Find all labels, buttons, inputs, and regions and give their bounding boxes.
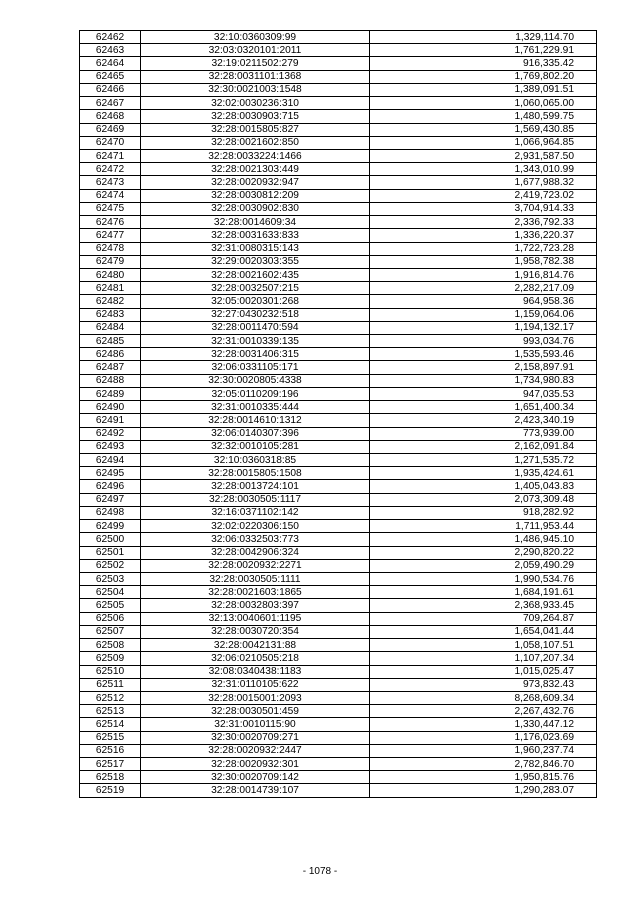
cadastral-number-cell: 32:28:0020932:2271 xyxy=(141,559,370,572)
row-number-cell: 62479 xyxy=(80,255,141,268)
table-row xyxy=(80,401,597,414)
table-row xyxy=(80,255,597,268)
cadastral-number-cell: 32:05:0020301:268 xyxy=(141,295,370,308)
cadastral-value-cell: 1,389,091.51 xyxy=(370,83,597,96)
row-number-cell: 62469 xyxy=(80,123,141,136)
cadastral-number-cell: 32:28:0030505:1111 xyxy=(141,572,370,585)
cadastral-value-cell: 2,282,217.09 xyxy=(370,282,597,295)
page-number: - 1078 - xyxy=(302,866,338,877)
row-number-cell: 62488 xyxy=(80,374,141,387)
cadastral-value-cell: 1,677,988.32 xyxy=(370,176,597,189)
cadastral-value-cell: 3,704,914.33 xyxy=(370,202,597,215)
cadastral-number-cell: 32:30:0021003:1548 xyxy=(141,83,370,96)
cadastral-number-cell: 32:28:0021303:449 xyxy=(141,163,370,176)
table-row xyxy=(80,31,597,44)
cadastral-value-cell: 1,535,593.46 xyxy=(370,348,597,361)
cadastral-value-cell: 2,782,846.70 xyxy=(370,758,597,771)
row-number-cell: 62511 xyxy=(80,678,141,691)
cadastral-value-cell: 2,931,587.50 xyxy=(370,149,597,162)
cadastral-number-cell: 32:28:0031633:833 xyxy=(141,229,370,242)
cadastral-value-cell: 1,107,207.34 xyxy=(370,652,597,665)
cadastral-value-cell: 1,651,400.34 xyxy=(370,401,597,414)
cadastral-number-cell: 32:28:0015001:2093 xyxy=(141,691,370,704)
table-body xyxy=(80,31,597,798)
row-number-cell: 62497 xyxy=(80,493,141,506)
cadastral-number-cell: 32:10:0360309:99 xyxy=(141,31,370,44)
table-row xyxy=(80,387,597,400)
cadastral-value-cell: 1,330,447.12 xyxy=(370,718,597,731)
row-number-cell: 62468 xyxy=(80,110,141,123)
cadastral-number-cell: 32:28:0030505:1117 xyxy=(141,493,370,506)
cadastral-value-cell: 1,159,064.06 xyxy=(370,308,597,321)
row-number-cell: 62484 xyxy=(80,321,141,334)
cadastral-value-cell: 2,368,933.45 xyxy=(370,599,597,612)
row-number-cell: 62464 xyxy=(80,57,141,70)
cadastral-number-cell: 32:28:0011470:594 xyxy=(141,321,370,334)
table-row xyxy=(80,97,597,110)
cadastral-value-cell: 2,267,432.76 xyxy=(370,705,597,718)
table-row xyxy=(80,57,597,70)
cadastral-number-cell: 32:31:0080315:143 xyxy=(141,242,370,255)
row-number-cell: 62491 xyxy=(80,414,141,427)
row-number-cell: 62496 xyxy=(80,480,141,493)
row-number-cell: 62503 xyxy=(80,572,141,585)
row-number-cell: 62508 xyxy=(80,639,141,652)
row-number-cell: 62518 xyxy=(80,771,141,784)
table-row xyxy=(80,506,597,519)
row-number-cell: 62501 xyxy=(80,546,141,559)
row-number-cell: 62500 xyxy=(80,533,141,546)
row-number-cell: 62475 xyxy=(80,202,141,215)
table-row xyxy=(80,335,597,348)
cadastral-value-cell: 1,734,980.83 xyxy=(370,374,597,387)
row-number-cell: 62474 xyxy=(80,189,141,202)
row-number-cell: 62507 xyxy=(80,625,141,638)
cadastral-value-cell: 1,405,043.83 xyxy=(370,480,597,493)
row-number-cell: 62463 xyxy=(80,44,141,57)
cadastral-value-cell: 2,423,340.19 xyxy=(370,414,597,427)
row-number-cell: 62486 xyxy=(80,348,141,361)
table-row xyxy=(80,731,597,744)
cadastral-number-cell: 32:28:0021603:1865 xyxy=(141,586,370,599)
table-row xyxy=(80,202,597,215)
row-number-cell: 62502 xyxy=(80,559,141,572)
table-row xyxy=(80,652,597,665)
cadastral-number-cell: 32:31:0010335:444 xyxy=(141,401,370,414)
row-number-cell: 62514 xyxy=(80,718,141,731)
row-number-cell: 62473 xyxy=(80,176,141,189)
row-number-cell: 62512 xyxy=(80,691,141,704)
cadastral-number-cell: 32:06:0331105:171 xyxy=(141,361,370,374)
cadastral-number-cell: 32:02:0030236:310 xyxy=(141,97,370,110)
cadastral-value-cell: 1,761,229.91 xyxy=(370,44,597,57)
cadastral-value-cell: 8,268,609.34 xyxy=(370,691,597,704)
cadastral-value-cell: 993,034.76 xyxy=(370,335,597,348)
cadastral-value-cell: 1,654,041.44 xyxy=(370,625,597,638)
row-number-cell: 62492 xyxy=(80,427,141,440)
row-number-cell: 62466 xyxy=(80,83,141,96)
cadastral-value-cell: 1,329,114.70 xyxy=(370,31,597,44)
table-row xyxy=(80,216,597,229)
cadastral-number-cell: 32:28:0032803:397 xyxy=(141,599,370,612)
cadastral-value-cell: 1,336,220.37 xyxy=(370,229,597,242)
table-row xyxy=(80,639,597,652)
row-number-cell: 62498 xyxy=(80,506,141,519)
cadastral-number-cell: 32:08:0340438:1183 xyxy=(141,665,370,678)
table-row xyxy=(80,480,597,493)
cadastral-value-cell: 947,035.53 xyxy=(370,387,597,400)
cadastral-value-cell: 1,569,430.85 xyxy=(370,123,597,136)
table-row xyxy=(80,572,597,585)
table-row xyxy=(80,361,597,374)
cadastral-number-cell: 32:28:0020932:2447 xyxy=(141,744,370,757)
cadastral-number-cell: 32:31:0010339:135 xyxy=(141,335,370,348)
cadastral-value-cell: 1,950,815.76 xyxy=(370,771,597,784)
table-row xyxy=(80,295,597,308)
cadastral-value-cell: 773,939.00 xyxy=(370,427,597,440)
cadastral-number-cell: 32:28:0042906:324 xyxy=(141,546,370,559)
cadastral-value-cell: 1,769,802.20 xyxy=(370,70,597,83)
cadastral-number-cell: 32:28:0014609:34 xyxy=(141,216,370,229)
cadastral-number-cell: 32:28:0030903:715 xyxy=(141,110,370,123)
cadastral-number-cell: 32:16:0371102:142 xyxy=(141,506,370,519)
table-row xyxy=(80,758,597,771)
row-number-cell: 62509 xyxy=(80,652,141,665)
cadastral-value-cell: 1,066,964.85 xyxy=(370,136,597,149)
table-row xyxy=(80,268,597,281)
cadastral-value-table xyxy=(79,30,597,798)
cadastral-number-cell: 32:06:0332503:773 xyxy=(141,533,370,546)
table-row xyxy=(80,718,597,731)
table-row xyxy=(80,625,597,638)
table-row xyxy=(80,454,597,467)
cadastral-number-cell: 32:30:0020709:142 xyxy=(141,771,370,784)
cadastral-value-cell: 964,958.36 xyxy=(370,295,597,308)
row-number-cell: 62467 xyxy=(80,97,141,110)
row-number-cell: 62504 xyxy=(80,586,141,599)
cadastral-number-cell: 32:28:0031406:315 xyxy=(141,348,370,361)
cadastral-value-cell: 2,290,820.22 xyxy=(370,546,597,559)
table-row xyxy=(80,70,597,83)
table-row xyxy=(80,44,597,57)
table-row xyxy=(80,163,597,176)
table-row xyxy=(80,771,597,784)
table-row xyxy=(80,348,597,361)
row-number-cell: 62513 xyxy=(80,705,141,718)
row-number-cell: 62482 xyxy=(80,295,141,308)
cadastral-value-cell: 1,015,025.47 xyxy=(370,665,597,678)
table-row xyxy=(80,83,597,96)
cadastral-value-cell: 2,162,091.84 xyxy=(370,440,597,453)
row-number-cell: 62480 xyxy=(80,268,141,281)
cadastral-number-cell: 32:31:0010115:90 xyxy=(141,718,370,731)
table-row xyxy=(80,691,597,704)
row-number-cell: 62517 xyxy=(80,758,141,771)
cadastral-number-cell: 32:28:0020932:301 xyxy=(141,758,370,771)
cadastral-value-cell: 1,486,945.10 xyxy=(370,533,597,546)
table-row xyxy=(80,321,597,334)
cadastral-value-cell: 1,916,814.76 xyxy=(370,268,597,281)
table-row xyxy=(80,520,597,533)
cadastral-value-cell: 2,336,792.33 xyxy=(370,216,597,229)
cadastral-value-cell: 1,343,010.99 xyxy=(370,163,597,176)
table-row xyxy=(80,427,597,440)
table-row xyxy=(80,123,597,136)
cadastral-value-cell: 918,282.92 xyxy=(370,506,597,519)
table-row xyxy=(80,533,597,546)
cadastral-value-cell: 973,832.43 xyxy=(370,678,597,691)
row-number-cell: 62519 xyxy=(80,784,141,797)
cadastral-value-cell: 1,271,535.72 xyxy=(370,454,597,467)
cadastral-number-cell: 32:28:0014610:1312 xyxy=(141,414,370,427)
cadastral-number-cell: 32:32:0010105:281 xyxy=(141,440,370,453)
cadastral-value-cell: 1,935,424.61 xyxy=(370,467,597,480)
row-number-cell: 62462 xyxy=(80,31,141,44)
table-row xyxy=(80,229,597,242)
table-row xyxy=(80,559,597,572)
cadastral-value-cell: 1,711,953.44 xyxy=(370,520,597,533)
table-row xyxy=(80,136,597,149)
row-number-cell: 62478 xyxy=(80,242,141,255)
table-row xyxy=(80,612,597,625)
cadastral-number-cell: 32:28:0042131:88 xyxy=(141,639,370,652)
table-row xyxy=(80,149,597,162)
cadastral-number-cell: 32:05:0110209:196 xyxy=(141,387,370,400)
cadastral-number-cell: 32:19:0211502:279 xyxy=(141,57,370,70)
cadastral-value-cell: 2,073,309.48 xyxy=(370,493,597,506)
table-row xyxy=(80,467,597,480)
cadastral-value-cell: 2,059,490.29 xyxy=(370,559,597,572)
cadastral-number-cell: 32:29:0020303:355 xyxy=(141,255,370,268)
cadastral-number-cell: 32:28:0015805:827 xyxy=(141,123,370,136)
row-number-cell: 62477 xyxy=(80,229,141,242)
table-row xyxy=(80,176,597,189)
cadastral-number-cell: 32:06:0140307:396 xyxy=(141,427,370,440)
cadastral-value-cell: 1,960,237.74 xyxy=(370,744,597,757)
cadastral-value-cell: 1,290,283.07 xyxy=(370,784,597,797)
table-row xyxy=(80,665,597,678)
row-number-cell: 62487 xyxy=(80,361,141,374)
table-row xyxy=(80,189,597,202)
cadastral-number-cell: 32:10:0360318:85 xyxy=(141,454,370,467)
cadastral-number-cell: 32:06:0210505:218 xyxy=(141,652,370,665)
cadastral-number-cell: 32:13:0040601:1195 xyxy=(141,612,370,625)
cadastral-value-cell: 1,060,065.00 xyxy=(370,97,597,110)
cadastral-value-cell: 1,194,132.17 xyxy=(370,321,597,334)
cadastral-number-cell: 32:30:0020709:271 xyxy=(141,731,370,744)
table-row xyxy=(80,374,597,387)
table-row xyxy=(80,110,597,123)
cadastral-value-cell: 2,419,723.02 xyxy=(370,189,597,202)
table-row xyxy=(80,282,597,295)
table-row xyxy=(80,546,597,559)
cadastral-number-cell: 32:28:0030720:354 xyxy=(141,625,370,638)
cadastral-number-cell: 32:28:0021602:850 xyxy=(141,136,370,149)
cadastral-number-cell: 32:28:0030812:209 xyxy=(141,189,370,202)
table-row xyxy=(80,744,597,757)
cadastral-number-cell: 32:28:0020932:947 xyxy=(141,176,370,189)
cadastral-number-cell: 32:28:0032507:215 xyxy=(141,282,370,295)
table-row xyxy=(80,440,597,453)
table-row xyxy=(80,678,597,691)
cadastral-value-cell: 2,158,897.91 xyxy=(370,361,597,374)
table-row xyxy=(80,784,597,797)
cadastral-number-cell: 32:28:0030902:830 xyxy=(141,202,370,215)
cadastral-value-cell: 1,058,107.51 xyxy=(370,639,597,652)
cadastral-number-cell: 32:28:0015805:1508 xyxy=(141,467,370,480)
table-row xyxy=(80,242,597,255)
row-number-cell: 62472 xyxy=(80,163,141,176)
cadastral-value-cell: 1,684,191.61 xyxy=(370,586,597,599)
row-number-cell: 62476 xyxy=(80,216,141,229)
cadastral-value-cell: 709,264.87 xyxy=(370,612,597,625)
row-number-cell: 62489 xyxy=(80,387,141,400)
cadastral-value-cell: 1,990,534.76 xyxy=(370,572,597,585)
table-row xyxy=(80,308,597,321)
table-row xyxy=(80,414,597,427)
row-number-cell: 62499 xyxy=(80,520,141,533)
cadastral-number-cell: 32:30:0020805:4338 xyxy=(141,374,370,387)
row-number-cell: 62506 xyxy=(80,612,141,625)
row-number-cell: 62485 xyxy=(80,335,141,348)
cadastral-value-cell: 1,176,023.69 xyxy=(370,731,597,744)
cadastral-number-cell: 32:27:0430232:518 xyxy=(141,308,370,321)
cadastral-number-cell: 32:28:0014739:107 xyxy=(141,784,370,797)
cadastral-value-cell: 916,335.42 xyxy=(370,57,597,70)
row-number-cell: 62510 xyxy=(80,665,141,678)
cadastral-number-cell: 32:28:0021602:435 xyxy=(141,268,370,281)
row-number-cell: 62505 xyxy=(80,599,141,612)
cadastral-number-cell: 32:03:0320101:2011 xyxy=(141,44,370,57)
cadastral-number-cell: 32:28:0013724:101 xyxy=(141,480,370,493)
cadastral-number-cell: 32:28:0030501:459 xyxy=(141,705,370,718)
row-number-cell: 62481 xyxy=(80,282,141,295)
cadastral-number-cell: 32:28:0031101:1368 xyxy=(141,70,370,83)
row-number-cell: 62494 xyxy=(80,454,141,467)
table-row xyxy=(80,705,597,718)
row-number-cell: 62490 xyxy=(80,401,141,414)
row-number-cell: 62465 xyxy=(80,70,141,83)
cadastral-value-cell: 1,722,723.28 xyxy=(370,242,597,255)
table-row xyxy=(80,493,597,506)
row-number-cell: 62516 xyxy=(80,744,141,757)
row-number-cell: 62495 xyxy=(80,467,141,480)
cadastral-number-cell: 32:02:0220306:150 xyxy=(141,520,370,533)
table-row xyxy=(80,586,597,599)
cadastral-value-cell: 1,958,782.38 xyxy=(370,255,597,268)
table-row xyxy=(80,599,597,612)
cadastral-value-cell: 1,480,599.75 xyxy=(370,110,597,123)
row-number-cell: 62471 xyxy=(80,149,141,162)
row-number-cell: 62470 xyxy=(80,136,141,149)
cadastral-number-cell: 32:31:0110105:622 xyxy=(141,678,370,691)
row-number-cell: 62483 xyxy=(80,308,141,321)
cadastral-number-cell: 32:28:0033224:1466 xyxy=(141,149,370,162)
row-number-cell: 62515 xyxy=(80,731,141,744)
row-number-cell: 62493 xyxy=(80,440,141,453)
